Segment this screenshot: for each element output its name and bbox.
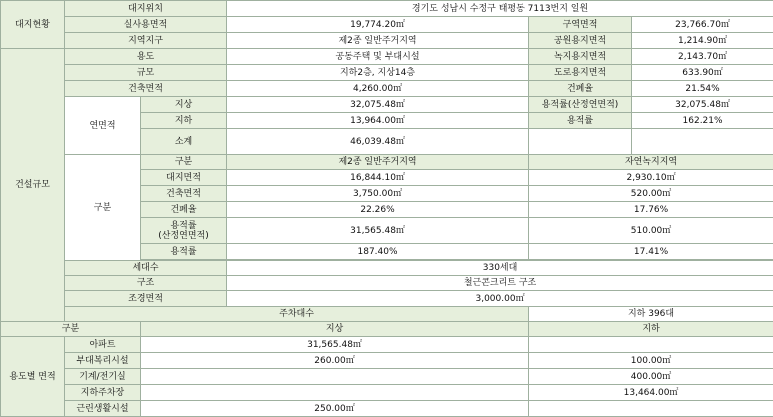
division-zone2-value: 17.76% <box>529 202 773 218</box>
division-zone2-value: 2,930.10㎡ <box>529 170 773 186</box>
actual-area-value: 19,774.20㎡ <box>227 17 529 33</box>
use-area-row-label: 근린생활시설 <box>65 401 141 417</box>
division-label: 구분 <box>65 155 141 261</box>
use-area-row-label: 아파트 <box>65 337 141 353</box>
division-header-label: 구분 <box>141 155 227 170</box>
division-row-label: 대지면적 <box>141 170 227 186</box>
zone2-header: 자연녹지지역 <box>529 155 773 170</box>
structure-value: 철근콘크리트 구조 <box>227 276 773 291</box>
zone-area-value: 23,766.70㎡ <box>632 17 773 33</box>
division-zone1-value: 31,565.48㎡ <box>227 218 529 244</box>
use-area-above-value: 260.00㎡ <box>141 353 529 369</box>
coverage-value: 21.54% <box>632 81 773 97</box>
green-area-label: 녹지용지면적 <box>529 49 632 65</box>
floor-above-label: 지상 <box>141 97 227 113</box>
use-value: 공동주택 및 부대시설 <box>227 49 529 65</box>
actual-area-label: 실사용면적 <box>65 17 227 33</box>
building-area-label: 건축면적 <box>65 81 227 97</box>
use-area-section: 용도별 면적 <box>1 337 65 417</box>
parking-label: 주차대수 <box>65 307 529 322</box>
road-area-value: 633.90㎡ <box>632 65 773 81</box>
floor-below-label: 지하 <box>141 113 227 129</box>
division-zone1-value: 187.40% <box>227 244 529 260</box>
scale-value: 지하2층, 지상14층 <box>227 65 529 81</box>
division-row-label: 건축면적 <box>141 186 227 202</box>
building-area-value: 4,260.00㎡ <box>227 81 529 97</box>
division-zone1-value: 22.26% <box>227 202 529 218</box>
use-area-header-label: 구분 <box>1 322 141 337</box>
district-label: 지역지구 <box>65 33 227 49</box>
parking-value: 지하 396대 <box>529 307 773 322</box>
division-zone2-value: 510.00㎡ <box>529 218 773 244</box>
location-label: 대지위치 <box>65 1 227 17</box>
use-area-row-label: 부대복리시설 <box>65 353 141 369</box>
use-label: 용도 <box>65 49 227 65</box>
public-land-label: 공원용지면적 <box>529 33 632 49</box>
division-row-label: 건폐율 <box>141 202 227 218</box>
division-zone2-value: 520.00㎡ <box>529 186 773 202</box>
coverage-label: 건폐율 <box>529 81 632 97</box>
empty-cell <box>529 129 632 155</box>
use-area-below-value: 100.00㎡ <box>529 353 773 369</box>
structure-label: 구조 <box>65 276 227 291</box>
division-zone1-value: 16,844.10㎡ <box>227 170 529 186</box>
floor-subtotal-value: 46,039.48㎡ <box>227 129 529 155</box>
far-calc-value: 32,075.48㎡ <box>632 97 773 113</box>
landscape-label: 조경면적 <box>65 291 227 307</box>
division-row-label: 용적률 (산정연면적) <box>141 218 227 244</box>
public-land-value: 1,214.90㎡ <box>632 33 773 49</box>
division-zone2-value: 17.41% <box>529 244 773 260</box>
use-area-above-value <box>141 369 529 385</box>
building-scale-section: 건설규모 <box>1 49 65 322</box>
use-area-below-value: 13,464.00㎡ <box>529 385 773 401</box>
use-area-above-value <box>141 385 529 401</box>
use-area-row-label: 지하주차장 <box>65 385 141 401</box>
floor-subtotal-label: 소계 <box>141 129 227 155</box>
use-area-below-value: 400.00㎡ <box>529 369 773 385</box>
zone1-header: 제2종 일반주거지역 <box>227 155 529 170</box>
floor-area-label: 연면적 <box>65 97 141 155</box>
division-zone1-value: 3,750.00㎡ <box>227 186 529 202</box>
floor-above-value: 32,075.48㎡ <box>227 97 529 113</box>
use-area-above-header: 지상 <box>141 322 529 337</box>
far-value: 162.21% <box>632 113 773 129</box>
empty-cell <box>632 129 773 155</box>
road-area-label: 도로용지면적 <box>529 65 632 81</box>
district-value: 제2종 일반주거지역 <box>227 33 529 49</box>
use-area-row-label: 기계/전기실 <box>65 369 141 385</box>
location-value: 경기도 성남시 수정구 태평동 7113번지 일원 <box>227 1 773 17</box>
use-area-below-value <box>529 337 773 353</box>
use-area-above-value: 250.00㎡ <box>141 401 529 417</box>
landscape-value: 3,000.00㎡ <box>227 291 773 307</box>
use-area-below-value <box>529 401 773 417</box>
scale-label: 규모 <box>65 65 227 81</box>
households-label: 세대수 <box>65 261 227 276</box>
green-area-value: 2,143.70㎡ <box>632 49 773 65</box>
floor-below-value: 13,964.00㎡ <box>227 113 529 129</box>
use-area-above-value: 31,565.48㎡ <box>141 337 529 353</box>
far-label: 용적률 <box>529 113 632 129</box>
zone-area-label: 구역면적 <box>529 17 632 33</box>
households-value: 330세대 <box>227 261 773 276</box>
division-row-label: 용적률 <box>141 244 227 260</box>
far-calc-label: 용적률(산정연면적) <box>529 97 632 113</box>
use-area-below-header: 지하 <box>529 322 773 337</box>
site-status-section: 대지현황 <box>1 1 65 49</box>
